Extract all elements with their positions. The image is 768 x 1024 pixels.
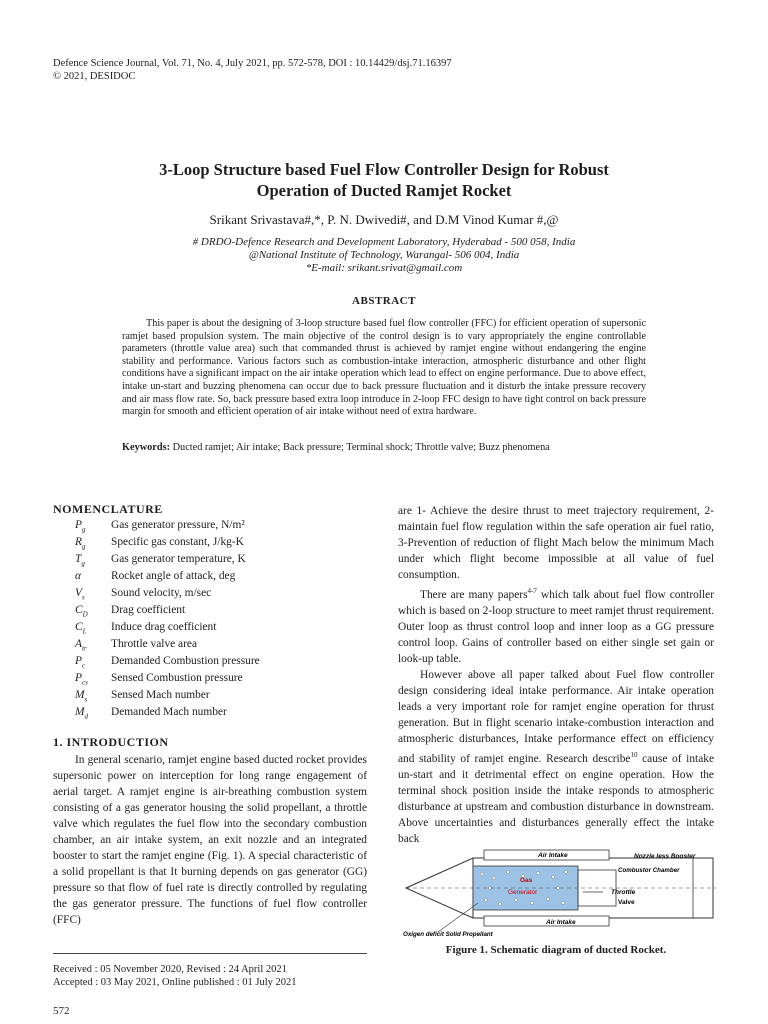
authors: Srikant Srivastava#,*, P. N. Dwivedi#, and D.M Vinod Kumar #,@ xyxy=(209,212,559,227)
paper-title xyxy=(80,159,688,201)
citation-ref: 10 xyxy=(630,750,638,759)
journal-copyright: © 2021, DESIDOC xyxy=(53,70,136,82)
right-column xyxy=(398,503,714,847)
nomenclature-description: Demanded Combustion pressure xyxy=(111,655,260,667)
received-date: Received : 05 November 2020, Revised : 24 April 2021 xyxy=(53,964,287,975)
nomenclature-item xyxy=(53,689,373,706)
nomenclature-symbol: $P_g$ xyxy=(75,519,86,534)
label-propellant: Oxigen deficit Solid Propellant xyxy=(403,931,493,938)
nomenclature-symbol: α xyxy=(75,570,81,582)
nomenclature-description: Gas generator temperature, K xyxy=(111,553,246,565)
nomenclature-item xyxy=(53,519,373,536)
nomenclature-item xyxy=(53,638,373,655)
affiliation-nit: @National Institute of Technology, Warangal- 506 004, India xyxy=(248,249,520,261)
journal-citation: Defence Science Journal, Vol. 71, No. 4, July 2021, pp. 572-578, DOI : 10.14429/dsj.71.16397 xyxy=(53,58,452,69)
introduction-heading: 1. INTRODUCTION xyxy=(53,735,169,749)
label-air-intake-bottom: Air Intake xyxy=(546,919,576,926)
nomenclature-item xyxy=(53,604,373,621)
affiliations xyxy=(80,236,688,275)
nomenclature-description: Specific gas constant, J/kg-K xyxy=(111,536,244,548)
paragraph: There are many papers$^{4-7}$ which talk about fuel flow controller which is based on 2-loop structure to meet ramjet thrust requirement. Outer loop as thrust control loop and inner loop as a GG pressure control loop. Gains of controller based on either single set gain or look-up table. xyxy=(398,587,714,665)
nomenclature-symbol: $T_g$ xyxy=(75,553,85,568)
nomenclature-description: Sensed Mach number xyxy=(111,689,210,701)
nomenclature-symbol: $C_L$ xyxy=(75,621,87,636)
accepted-date: Accepted : 03 May 2021, Online published : 01 July 2021 xyxy=(53,977,297,988)
label-nozzle-less-booster: Nozzle less Booster xyxy=(634,853,696,860)
figure-caption: Figure 1. Schematic diagram of ducted Rocket. xyxy=(445,944,667,956)
nomenclature-symbol: $P_{cs}$ xyxy=(75,672,88,687)
nomenclature-item xyxy=(53,587,373,604)
nomenclature-description: Throttle valve area xyxy=(111,638,198,650)
nomenclature-item xyxy=(53,655,373,672)
nomenclature-item xyxy=(53,621,373,638)
nomenclature-description: Rocket angle of attack, deg xyxy=(111,570,236,582)
label-throttle: Throttle xyxy=(611,889,636,896)
keywords xyxy=(122,442,646,453)
dates-footer xyxy=(53,963,297,989)
keywords-list: Ducted ramjet; Air intake; Back pressure; Terminal shock; Throttle valve; Buzz phenomena xyxy=(172,442,550,453)
nomenclature-symbol: $M_d$ xyxy=(75,706,88,721)
nomenclature-symbol: $A_{tr}$ xyxy=(75,638,87,653)
abstract-text: This paper is about the designing of 3-loop structure based fuel flow controller (FFC) for efficient operation of supersonic ramjet based propulsion system. The main objective of the control design is to vary appropriately the engine controllable parameters (throttle value area) such that commanded thrust is achieved by ramjet engine without endangering the engine stability and performance. Various factors such as combustion-intake interaction, atmospheric disturbance and other flight conditions have a significant impact on the air intake operation which lead to effect on engine performance. Due to above effect, intake un-start and buzzing phenomena can occur due to back pressure fluctuation and it disturb the intake pressure recovery and air mass flow rate. So, back pressure based extra loop introduce in 2-loop FFC design to have tight control on back pressure margin for smooth and efficient operation of air intake without need of extra hardware. xyxy=(122,318,646,418)
author-email: *E-mail: srikant.srivat@gmail.com xyxy=(305,262,463,274)
nomenclature-item xyxy=(53,553,373,570)
paragraph: However above all paper talked about Fuel flow controller design considering ideal intake performance. Air intake operation leads a very important role for ramjet engine operation for thrust generation. But in flight scenario intake-combustion interaction and atmospheric disturbances, Intake performance effect on efficiency and stability of ramjet engine. Research describe$^{10}$ cause of intake un-start and it detrimental effect on engine operation. How the terminal shock position inside the intake responds to atmospheric disturbance at upstream and combustion disturbance in downstream. Above uncertainties and disturbances generally effect the intake back xyxy=(398,668,714,845)
keywords-label: Keywords: xyxy=(122,442,171,453)
nomenclature-symbol: $C_D$ xyxy=(75,604,88,619)
nomenclature-symbol: $R_g$ xyxy=(75,536,86,551)
nomenclature-symbol: $P_c$ xyxy=(75,655,86,670)
journal-header xyxy=(53,58,452,83)
nomenclature-item xyxy=(53,706,373,723)
nomenclature-description: Drag coefficient xyxy=(111,604,186,616)
nomenclature-description: Sensed Combustion pressure xyxy=(111,672,243,684)
nomenclature-item xyxy=(53,570,373,587)
nomenclature-item xyxy=(53,672,373,689)
nomenclature-description: Sound velocity, m/sec xyxy=(111,587,212,599)
nomenclature-description: Gas generator pressure, N/m² xyxy=(111,519,245,531)
nomenclature-description: Induce drag coefficient xyxy=(111,621,217,633)
title-line-1: 3-Loop Structure based Fuel Flow Controller Design for Robust xyxy=(159,160,609,179)
citation-ref: 4-7 xyxy=(527,587,537,595)
footnote-divider xyxy=(53,953,367,954)
nomenclature-list xyxy=(53,519,373,723)
nomenclature-description: Demanded Mach number xyxy=(111,706,227,718)
page-number: 572 xyxy=(53,1005,70,1017)
label-combustor-chamber: Combustor Chamber xyxy=(618,867,680,874)
label-air-intake-top: Air Intake xyxy=(538,852,568,859)
label-generator: Generator xyxy=(508,889,538,896)
ducted-rocket-schematic xyxy=(398,848,718,938)
label-gas: Gas xyxy=(520,877,533,884)
introduction-text: In general scenario, ramjet engine based ducted rocket provides supersonic power on interception for long range engagement of aerial target. A ramjet engine is air-breathing combustion system consisting of a gas generator housing the solid propellant, a throttle valve which regulates the fuel flow into the secondary combustion chamber, an air intake system, an exit nozzle and an integrated booster to start the ramjet engine (Fig. 1). A special characteristic of a solid propellant is that It burning depends on gas generator (GG) pressure so that flow of fuel rate is directly controlled by regulating the gas generator pressure. The functions of fuel flow controller (FFC) xyxy=(53,754,367,926)
nomenclature-heading: NOMENCLATURE xyxy=(53,502,163,516)
paragraph: are 1- Achieve the desire thrust to meet trajectory requirement, 2- maintain fuel flow regulation within the safe operation air fuel ratio, 3-Prevention of reduction of flight Mach below the minimum Mach under which flight become impossible at all value of fuel consumption. xyxy=(398,505,714,581)
title-line-2: Operation of Ducted Ramjet Rocket xyxy=(256,181,512,200)
nomenclature-symbol: $V_s$ xyxy=(75,587,85,602)
abstract-heading: ABSTRACT xyxy=(352,295,416,307)
nomenclature-item xyxy=(53,536,373,553)
nomenclature-symbol: $M_s$ xyxy=(75,689,88,704)
affiliation-drdo: # DRDO-Defence Research and Development Laboratory, Hyderabad - 500 058, India xyxy=(192,236,576,248)
label-valve: Valve xyxy=(618,899,635,906)
